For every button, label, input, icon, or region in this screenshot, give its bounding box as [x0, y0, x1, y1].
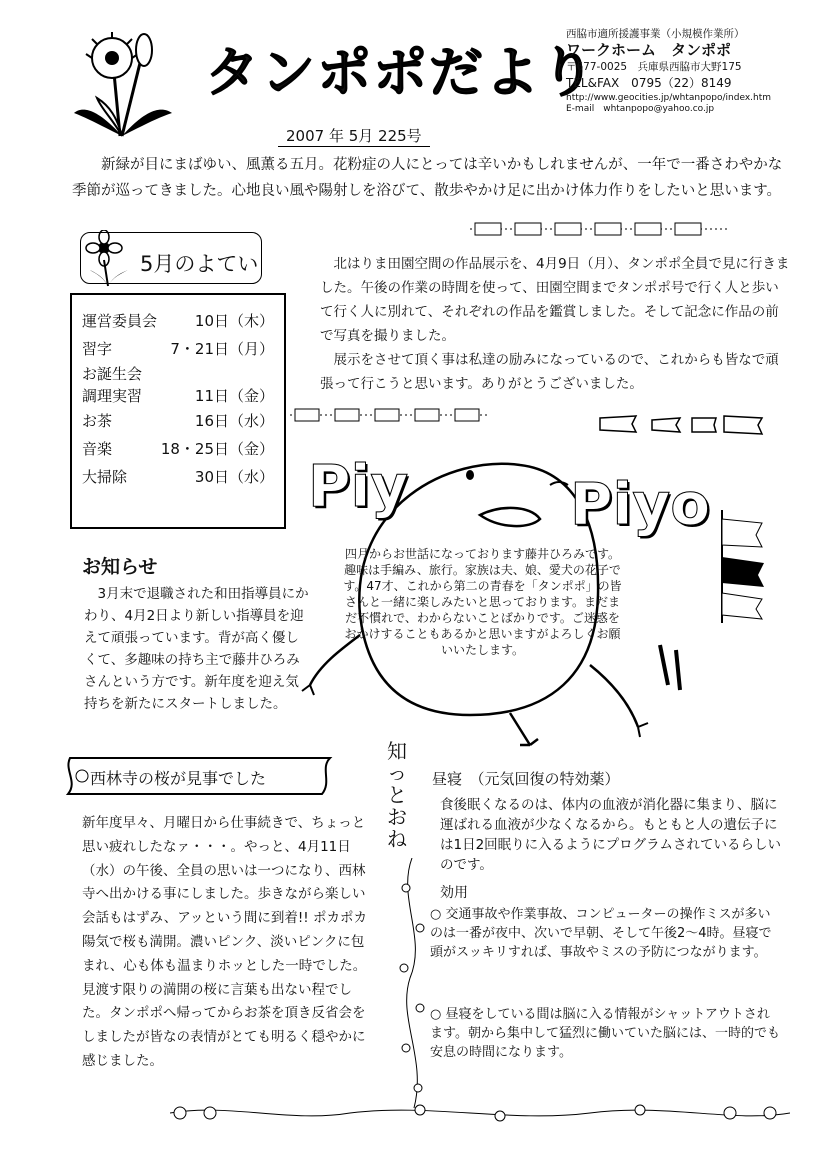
org-tel: TEL&FAX 0795（22）8149 — [566, 76, 732, 90]
notice-title: お知らせ — [82, 556, 158, 578]
schedule-date: 11日（金） — [194, 387, 274, 405]
bird-message: 四月からお世話になっております藤井ひろみです。趣味は手編み、旅行。家族は夫、娘、愛犬の花子です。47才、これから第二の青春を「タンポポ」の皆さんと一緒に楽しみたいと思っております。まだまだ不慣れで、わからないことばかりです。ご迷惑をおかけすることもあるかと思いますがよろしくお願いいたします。 — [343, 547, 622, 657]
schedule-event: お茶 — [82, 412, 113, 430]
schedule-date: 10日（木） — [194, 312, 274, 330]
schedule-row — [72, 435, 284, 463]
schedule-event: 運営委員会 — [82, 312, 158, 330]
flower-border-icon — [170, 1098, 790, 1128]
schedule-row — [72, 307, 284, 335]
schedule-date: 18・25日（金） — [160, 440, 274, 458]
carp-streamer-icon — [712, 505, 772, 625]
effect-item: ○ 交通事故や作業事故、コンピューターの操作ミスが多いのは一番が夜中、次いで早朝、そして午後2〜4時。昼寝で頭がスッキリすれば、事故やミスの予防につながります。 — [430, 907, 772, 960]
nap-title: 昼寝 （元気回復の特効薬） — [432, 770, 620, 788]
newsletter-title: タンポポだより — [205, 41, 597, 104]
schedule-date: 7・21日（月） — [170, 340, 274, 358]
exhibit-paragraph: 北はりま田園空間の作品展示を、4月9日（月）、タンポポ全員で見に行きました。午後の作業の時間を使って、田園空間までタンポポ号で行く人と歩いて行く人に別れて、それぞれの作品を鑑賞しました。そして記念に作品の前で写真を撮りました。 — [320, 256, 790, 344]
carp-flags-icon — [596, 412, 766, 436]
piyo-lettering: Piyo — [570, 470, 711, 538]
effect-text: 交通事故や作業事故、コンピューターの操作ミスが多いのは一番が夜中、次いで早朝、そして午後2〜4時。昼寝で頭がスッキリすれば、事故やミスの予防につながります。 — [430, 907, 772, 960]
schedule-date: 16日（水） — [194, 412, 274, 430]
vine-decoration-icon — [392, 858, 432, 1108]
notice-text: 3月末で退職された和田指導員にかわり、4月2日より新しい指導員を迎えて頑張っています。背が高く優しくて、多趣味の持ち主で藤井ひろみさんという方です。新年度を迎え気持ちを新たにスタートしました。 — [84, 586, 309, 712]
schedule-event: 大掃除 — [82, 468, 128, 486]
schedule-event: 習字 — [82, 340, 113, 358]
org-program: 西脇市適所援護事業（小規模作業所） — [566, 28, 745, 40]
tidbit-vertical-title: 知っとおね — [387, 739, 407, 851]
schedule-title: 5月のよてい — [140, 252, 259, 276]
organization-info — [566, 28, 816, 115]
intro-paragraph: 新緑が目にまばゆい、風薫る五月。花粉症の人にとっては辛いかもしれませんが、一年で一番さわやかな季節が巡ってきました。心地良い風や陽射しを浴びて、散歩やかけ足に出かけ体力作りをしたいと思います。 — [72, 157, 783, 199]
carp-flags-icon — [290, 408, 490, 422]
sakura-title: 西林寺の桜が見事でした — [90, 769, 267, 788]
schedule-row — [72, 463, 284, 491]
effect-item: ○ 昼寝をしている間は脳に入る情報がシャットアウトされます。朝から集中して猛烈に働いていた脳には、一時的でも安息の時間になります。 — [430, 1007, 780, 1060]
schedule-event: 音楽 — [82, 440, 113, 458]
schedule-row — [72, 385, 284, 407]
piy-lettering: Piy — [308, 452, 409, 520]
org-name: ワークホーム タンポポ — [566, 41, 732, 59]
effect-label: 効用 — [440, 885, 468, 901]
schedule-event: お誕生会 — [82, 365, 143, 383]
org-email[interactable]: E-mail whtanpopo@yahoo.co.jp — [566, 104, 715, 114]
org-url[interactable]: http://www.geocities.jp/whtanpopo/index.htm — [566, 93, 772, 103]
exhibit-article — [320, 252, 790, 396]
effect-text: 昼寝をしている間は脳に入る情報がシャットアウトされます。朝から集中して猛烈に働いていた脳には、一時的でも安息の時間になります。 — [430, 1007, 780, 1060]
exhibit-paragraph: 展示をさせて頂く事は私達の励みになっているので、これからも皆なで頑張って行こうと思います。ありがとうございました。 — [320, 352, 779, 392]
carp-flags-icon — [470, 222, 730, 236]
schedule-event: 調理実習 — [82, 387, 143, 405]
dandelion-logo-icon — [62, 18, 182, 146]
schedule-row — [72, 407, 284, 435]
issue-line: 2007 年 5月 225号 — [278, 125, 430, 147]
nap-text: 食後眠くなるのは、体内の血液が消化器に集まり、脳に運ばれる血液が少なくなるから。もともと人の遺伝子には1日2回眠りに入るようにプログラムされているらしいのです。 — [440, 797, 782, 873]
schedule-row — [72, 363, 284, 385]
schedule-date: 30日（水） — [194, 468, 274, 486]
schedule-table — [70, 293, 286, 529]
sakura-text: 新年度早々、月曜日から仕事続きで、ちょっと思い疲れしたなァ・・・。やっと、4月11日（水）の午後、全員の思いは一つになり、西林寺へ出かける事にしました。歩きながら楽しい会話もはずみ、アッという間に到着!! ポカポカ陽気で桜も満開。濃いピンク、淡いピンクに包まれ、心も体も温まりホッとした一時でした。見渡す限りの満開の桜に言葉も出ない程でした。タンポポへ帰ってからお茶を頂き反省会をしましたが皆なの表情がとても明るく穏やかに感じました。 — [82, 815, 367, 1069]
org-address: 〒677-0025 兵庫県西脇市大野175 — [566, 61, 742, 73]
schedule-row — [72, 335, 284, 363]
